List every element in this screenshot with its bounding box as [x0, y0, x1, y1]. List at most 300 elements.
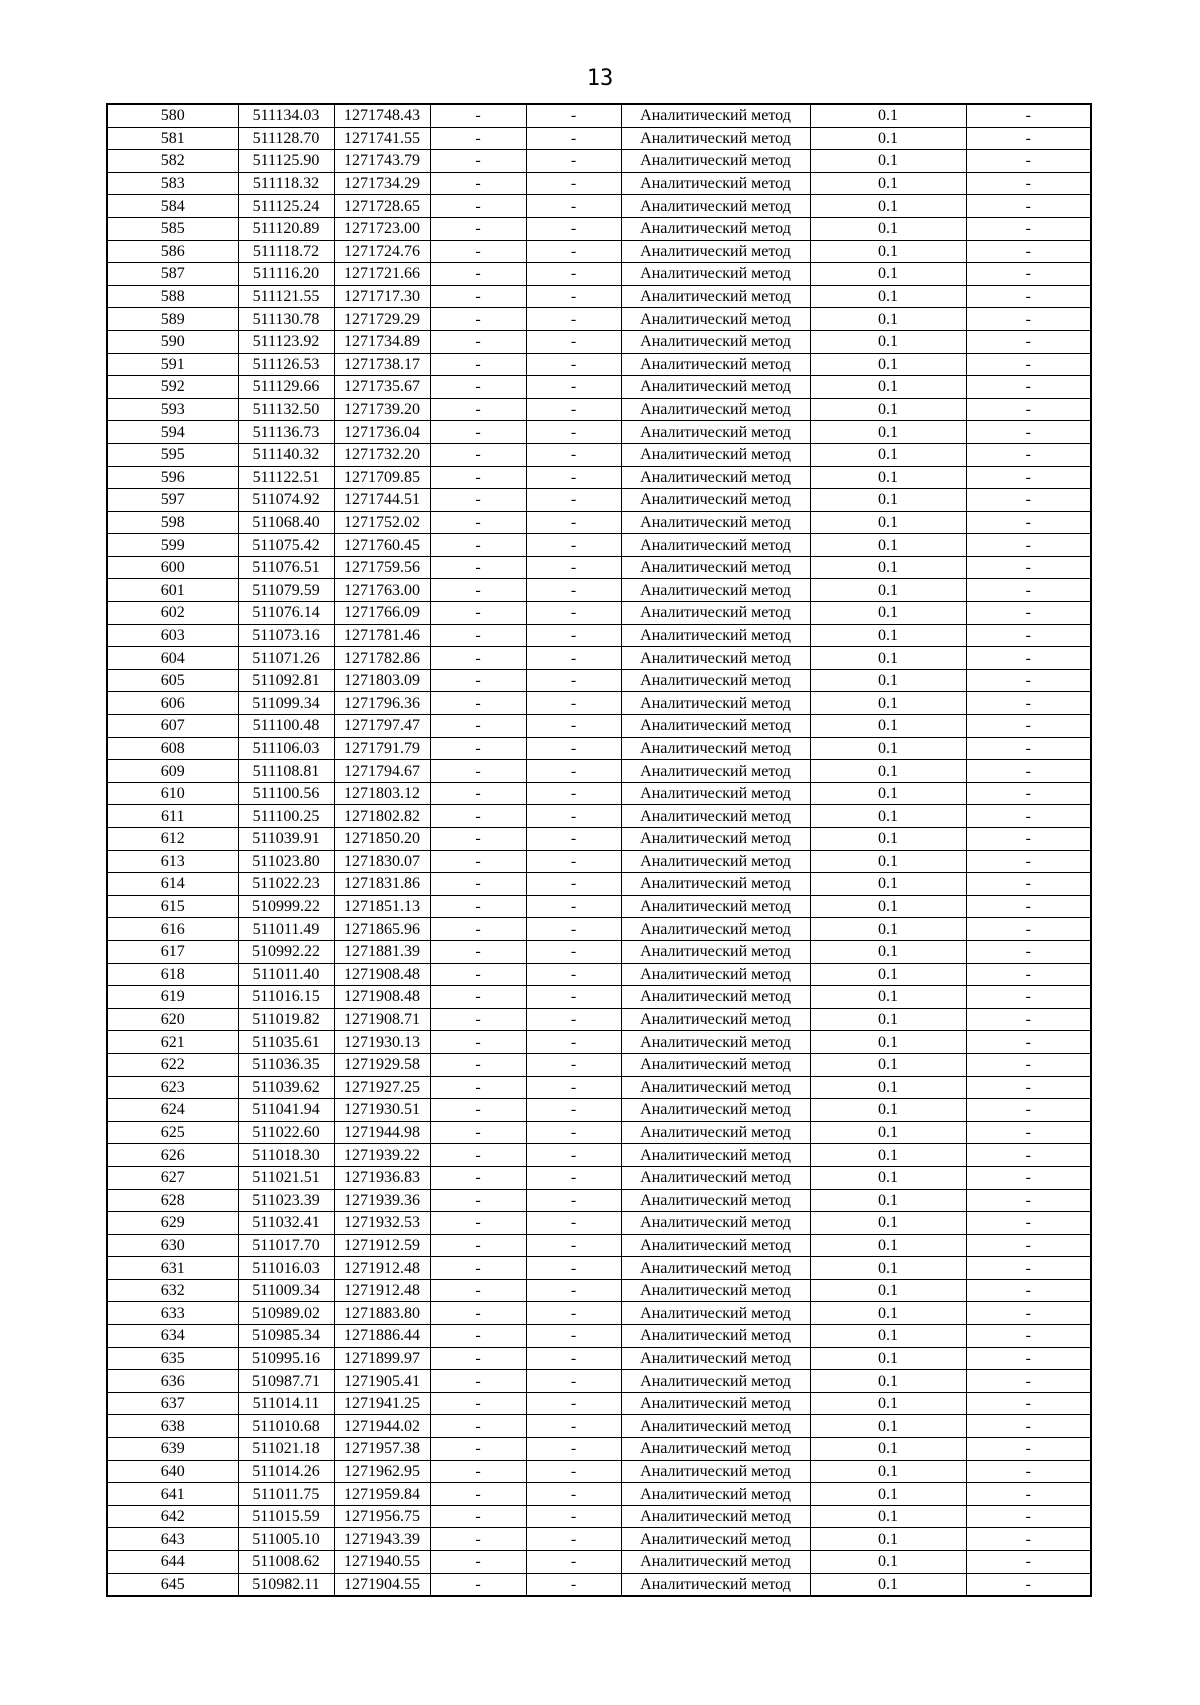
dash-cell-3: -	[966, 1505, 1091, 1528]
method-cell: Аналитический метод	[621, 1053, 810, 1076]
y-coordinate-cell: 1271724.76	[334, 240, 430, 263]
y-coordinate-cell: 1271760.45	[334, 534, 430, 557]
dash-cell-1: -	[430, 895, 526, 918]
dash-cell-3: -	[966, 1573, 1091, 1596]
method-cell: Аналитический метод	[621, 1528, 810, 1551]
point-number-cell: 602	[107, 602, 238, 625]
method-cell: Аналитический метод	[621, 240, 810, 263]
dash-cell-3: -	[966, 308, 1091, 331]
point-number-cell: 591	[107, 353, 238, 376]
dash-cell-1: -	[430, 1144, 526, 1167]
dash-cell-2: -	[526, 263, 621, 286]
precision-cell: 0.1	[810, 150, 966, 173]
dash-cell-3: -	[966, 828, 1091, 851]
table-row	[107, 895, 1091, 918]
table-row	[107, 376, 1091, 399]
table-row	[107, 1076, 1091, 1099]
point-number-cell: 639	[107, 1438, 238, 1461]
dash-cell-3: -	[966, 353, 1091, 376]
table-row	[107, 398, 1091, 421]
x-coordinate-cell: 511039.91	[238, 828, 334, 851]
y-coordinate-cell: 1271850.20	[334, 828, 430, 851]
dash-cell-2: -	[526, 556, 621, 579]
x-coordinate-cell: 511129.66	[238, 376, 334, 399]
dash-cell-2: -	[526, 1505, 621, 1528]
dash-cell-3: -	[966, 1257, 1091, 1280]
x-coordinate-cell: 511125.90	[238, 150, 334, 173]
dash-cell-2: -	[526, 1551, 621, 1574]
dash-cell-2: -	[526, 172, 621, 195]
y-coordinate-cell: 1271881.39	[334, 940, 430, 963]
x-coordinate-cell: 511075.42	[238, 534, 334, 557]
point-number-cell: 640	[107, 1460, 238, 1483]
dash-cell-1: -	[430, 647, 526, 670]
x-coordinate-cell: 511009.34	[238, 1279, 334, 1302]
dash-cell-1: -	[430, 172, 526, 195]
table-row	[107, 1234, 1091, 1257]
method-cell: Аналитический метод	[621, 1325, 810, 1348]
dash-cell-2: -	[526, 1370, 621, 1393]
dash-cell-2: -	[526, 1438, 621, 1461]
precision-cell: 0.1	[810, 873, 966, 896]
method-cell: Аналитический метод	[621, 850, 810, 873]
point-number-cell: 641	[107, 1483, 238, 1506]
point-number-cell: 634	[107, 1325, 238, 1348]
x-coordinate-cell: 511123.92	[238, 330, 334, 353]
x-coordinate-cell: 511126.53	[238, 353, 334, 376]
table-row	[107, 240, 1091, 263]
method-cell: Аналитический метод	[621, 1460, 810, 1483]
dash-cell-3: -	[966, 421, 1091, 444]
table-row	[107, 263, 1091, 286]
dash-cell-1: -	[430, 376, 526, 399]
method-cell: Аналитический метод	[621, 873, 810, 896]
point-number-cell: 627	[107, 1166, 238, 1189]
dash-cell-3: -	[966, 1370, 1091, 1393]
dash-cell-3: -	[966, 1121, 1091, 1144]
precision-cell: 0.1	[810, 1483, 966, 1506]
precision-cell: 0.1	[810, 466, 966, 489]
dash-cell-1: -	[430, 828, 526, 851]
dash-cell-1: -	[430, 1189, 526, 1212]
y-coordinate-cell: 1271904.55	[334, 1573, 430, 1596]
dash-cell-3: -	[966, 579, 1091, 602]
y-coordinate-cell: 1271886.44	[334, 1325, 430, 1348]
point-number-cell: 601	[107, 579, 238, 602]
y-coordinate-cell: 1271936.83	[334, 1166, 430, 1189]
y-coordinate-cell: 1271940.55	[334, 1551, 430, 1574]
y-coordinate-cell: 1271912.48	[334, 1257, 430, 1280]
method-cell: Аналитический метод	[621, 692, 810, 715]
point-number-cell: 617	[107, 940, 238, 963]
point-number-cell: 593	[107, 398, 238, 421]
precision-cell: 0.1	[810, 1551, 966, 1574]
point-number-cell: 588	[107, 285, 238, 308]
x-coordinate-cell: 511118.72	[238, 240, 334, 263]
dash-cell-2: -	[526, 963, 621, 986]
y-coordinate-cell: 1271908.71	[334, 1008, 430, 1031]
point-number-cell: 624	[107, 1099, 238, 1122]
method-cell: Аналитический метод	[621, 624, 810, 647]
table-row	[107, 1121, 1091, 1144]
x-coordinate-cell: 511035.61	[238, 1031, 334, 1054]
dash-cell-2: -	[526, 1460, 621, 1483]
dash-cell-1: -	[430, 1415, 526, 1438]
x-coordinate-cell: 511017.70	[238, 1234, 334, 1257]
table-row	[107, 466, 1091, 489]
precision-cell: 0.1	[810, 421, 966, 444]
y-coordinate-cell: 1271939.36	[334, 1189, 430, 1212]
dash-cell-2: -	[526, 1347, 621, 1370]
point-number-cell: 612	[107, 828, 238, 851]
precision-cell: 0.1	[810, 1189, 966, 1212]
point-number-cell: 594	[107, 421, 238, 444]
dash-cell-3: -	[966, 1212, 1091, 1235]
precision-cell: 0.1	[810, 1438, 966, 1461]
dash-cell-1: -	[430, 421, 526, 444]
precision-cell: 0.1	[810, 1302, 966, 1325]
method-cell: Аналитический метод	[621, 579, 810, 602]
x-coordinate-cell: 511130.78	[238, 308, 334, 331]
dash-cell-1: -	[430, 308, 526, 331]
y-coordinate-cell: 1271831.86	[334, 873, 430, 896]
dash-cell-2: -	[526, 1573, 621, 1596]
dash-cell-1: -	[430, 150, 526, 173]
dash-cell-3: -	[966, 1279, 1091, 1302]
method-cell: Аналитический метод	[621, 1121, 810, 1144]
method-cell: Аналитический метод	[621, 647, 810, 670]
precision-cell: 0.1	[810, 1234, 966, 1257]
dash-cell-1: -	[430, 963, 526, 986]
dash-cell-3: -	[966, 873, 1091, 896]
x-coordinate-cell: 511014.26	[238, 1460, 334, 1483]
dash-cell-3: -	[966, 1099, 1091, 1122]
method-cell: Аналитический метод	[621, 1302, 810, 1325]
table-row	[107, 986, 1091, 1009]
dash-cell-3: -	[966, 172, 1091, 195]
method-cell: Аналитический метод	[621, 398, 810, 421]
table-row	[107, 579, 1091, 602]
x-coordinate-cell: 511015.59	[238, 1505, 334, 1528]
dash-cell-1: -	[430, 1325, 526, 1348]
y-coordinate-cell: 1271905.41	[334, 1370, 430, 1393]
x-coordinate-cell: 511076.14	[238, 602, 334, 625]
point-number-cell: 645	[107, 1573, 238, 1596]
table-row	[107, 918, 1091, 941]
method-cell: Аналитический метод	[621, 172, 810, 195]
dash-cell-3: -	[966, 1438, 1091, 1461]
y-coordinate-cell: 1271930.51	[334, 1099, 430, 1122]
x-coordinate-cell: 510985.34	[238, 1325, 334, 1348]
method-cell: Аналитический метод	[621, 285, 810, 308]
x-coordinate-cell: 511005.10	[238, 1528, 334, 1551]
point-number-cell: 600	[107, 556, 238, 579]
point-number-cell: 643	[107, 1528, 238, 1551]
dash-cell-1: -	[430, 669, 526, 692]
y-coordinate-cell: 1271802.82	[334, 805, 430, 828]
dash-cell-3: -	[966, 1144, 1091, 1167]
y-coordinate-cell: 1271734.29	[334, 172, 430, 195]
dash-cell-2: -	[526, 940, 621, 963]
table-row	[107, 805, 1091, 828]
point-number-cell: 603	[107, 624, 238, 647]
method-cell: Аналитический метод	[621, 556, 810, 579]
dash-cell-1: -	[430, 1257, 526, 1280]
x-coordinate-cell: 511016.03	[238, 1257, 334, 1280]
y-coordinate-cell: 1271943.39	[334, 1528, 430, 1551]
dash-cell-3: -	[966, 1392, 1091, 1415]
table-row	[107, 1460, 1091, 1483]
method-cell: Аналитический метод	[621, 1415, 810, 1438]
method-cell: Аналитический метод	[621, 127, 810, 150]
point-number-cell: 636	[107, 1370, 238, 1393]
table-row	[107, 624, 1091, 647]
point-number-cell: 625	[107, 1121, 238, 1144]
dash-cell-3: -	[966, 715, 1091, 738]
dash-cell-3: -	[966, 940, 1091, 963]
precision-cell: 0.1	[810, 602, 966, 625]
dash-cell-3: -	[966, 376, 1091, 399]
point-number-cell: 615	[107, 895, 238, 918]
y-coordinate-cell: 1271781.46	[334, 624, 430, 647]
table-row	[107, 150, 1091, 173]
point-number-cell: 590	[107, 330, 238, 353]
x-coordinate-cell: 510987.71	[238, 1370, 334, 1393]
table-row	[107, 1053, 1091, 1076]
dash-cell-2: -	[526, 1189, 621, 1212]
dash-cell-3: -	[966, 1551, 1091, 1574]
x-coordinate-cell: 511071.26	[238, 647, 334, 670]
x-coordinate-cell: 511011.40	[238, 963, 334, 986]
table-row	[107, 172, 1091, 195]
dash-cell-3: -	[966, 443, 1091, 466]
method-cell: Аналитический метод	[621, 602, 810, 625]
point-number-cell: 606	[107, 692, 238, 715]
dash-cell-1: -	[430, 1302, 526, 1325]
dash-cell-3: -	[966, 1053, 1091, 1076]
dash-cell-1: -	[430, 1573, 526, 1596]
method-cell: Аналитический метод	[621, 1347, 810, 1370]
x-coordinate-cell: 511106.03	[238, 737, 334, 760]
precision-cell: 0.1	[810, 963, 966, 986]
dash-cell-1: -	[430, 1483, 526, 1506]
x-coordinate-cell: 510989.02	[238, 1302, 334, 1325]
point-number-cell: 635	[107, 1347, 238, 1370]
y-coordinate-cell: 1271899.97	[334, 1347, 430, 1370]
method-cell: Аналитический метод	[621, 1257, 810, 1280]
dash-cell-3: -	[966, 398, 1091, 421]
dash-cell-3: -	[966, 534, 1091, 557]
x-coordinate-cell: 511019.82	[238, 1008, 334, 1031]
method-cell: Аналитический метод	[621, 1144, 810, 1167]
dash-cell-1: -	[430, 692, 526, 715]
dash-cell-3: -	[966, 1460, 1091, 1483]
precision-cell: 0.1	[810, 986, 966, 1009]
method-cell: Аналитический метод	[621, 1279, 810, 1302]
x-coordinate-cell: 511099.34	[238, 692, 334, 715]
method-cell: Аналитический метод	[621, 760, 810, 783]
precision-cell: 0.1	[810, 1031, 966, 1054]
point-number-cell: 638	[107, 1415, 238, 1438]
precision-cell: 0.1	[810, 895, 966, 918]
method-cell: Аналитический метод	[621, 918, 810, 941]
method-cell: Аналитический метод	[621, 1234, 810, 1257]
x-coordinate-cell: 511100.56	[238, 782, 334, 805]
y-coordinate-cell: 1271932.53	[334, 1212, 430, 1235]
x-coordinate-cell: 511032.41	[238, 1212, 334, 1235]
dash-cell-3: -	[966, 217, 1091, 240]
point-number-cell: 609	[107, 760, 238, 783]
coordinates-table	[106, 103, 1092, 1597]
dash-cell-1: -	[430, 1438, 526, 1461]
dash-cell-1: -	[430, 353, 526, 376]
dash-cell-1: -	[430, 940, 526, 963]
y-coordinate-cell: 1271912.48	[334, 1279, 430, 1302]
table-row	[107, 285, 1091, 308]
x-coordinate-cell: 511011.49	[238, 918, 334, 941]
point-number-cell: 642	[107, 1505, 238, 1528]
dash-cell-2: -	[526, 715, 621, 738]
y-coordinate-cell: 1271735.67	[334, 376, 430, 399]
page-number: 13	[586, 66, 614, 91]
point-number-cell: 637	[107, 1392, 238, 1415]
method-cell: Аналитический метод	[621, 1551, 810, 1574]
x-coordinate-cell: 511079.59	[238, 579, 334, 602]
x-coordinate-cell: 511018.30	[238, 1144, 334, 1167]
precision-cell: 0.1	[810, 918, 966, 941]
dash-cell-3: -	[966, 737, 1091, 760]
dash-cell-3: -	[966, 1325, 1091, 1348]
table-row	[107, 1008, 1091, 1031]
y-coordinate-cell: 1271734.89	[334, 330, 430, 353]
method-cell: Аналитический метод	[621, 1212, 810, 1235]
dash-cell-3: -	[966, 489, 1091, 512]
y-coordinate-cell: 1271743.79	[334, 150, 430, 173]
method-cell: Аналитический метод	[621, 150, 810, 173]
precision-cell: 0.1	[810, 104, 966, 127]
y-coordinate-cell: 1271738.17	[334, 353, 430, 376]
y-coordinate-cell: 1271766.09	[334, 602, 430, 625]
table-row	[107, 828, 1091, 851]
point-number-cell: 581	[107, 127, 238, 150]
precision-cell: 0.1	[810, 217, 966, 240]
precision-cell: 0.1	[810, 828, 966, 851]
dash-cell-1: -	[430, 556, 526, 579]
y-coordinate-cell: 1271782.86	[334, 647, 430, 670]
precision-cell: 0.1	[810, 240, 966, 263]
table-row	[107, 782, 1091, 805]
dash-cell-1: -	[430, 760, 526, 783]
dash-cell-2: -	[526, 1121, 621, 1144]
precision-cell: 0.1	[810, 850, 966, 873]
point-number-cell: 632	[107, 1279, 238, 1302]
x-coordinate-cell: 511118.32	[238, 172, 334, 195]
dash-cell-2: -	[526, 1099, 621, 1122]
point-number-cell: 644	[107, 1551, 238, 1574]
dash-cell-1: -	[430, 443, 526, 466]
point-number-cell: 622	[107, 1053, 238, 1076]
dash-cell-1: -	[430, 1279, 526, 1302]
table-row	[107, 602, 1091, 625]
method-cell: Аналитический метод	[621, 443, 810, 466]
precision-cell: 0.1	[810, 195, 966, 218]
point-number-cell: 629	[107, 1212, 238, 1235]
method-cell: Аналитический метод	[621, 1370, 810, 1393]
table-row	[107, 1212, 1091, 1235]
dash-cell-2: -	[526, 127, 621, 150]
y-coordinate-cell: 1271959.84	[334, 1483, 430, 1506]
precision-cell: 0.1	[810, 1325, 966, 1348]
x-coordinate-cell: 511100.48	[238, 715, 334, 738]
y-coordinate-cell: 1271796.36	[334, 692, 430, 715]
dash-cell-1: -	[430, 579, 526, 602]
x-coordinate-cell: 511039.62	[238, 1076, 334, 1099]
table-row	[107, 1438, 1091, 1461]
y-coordinate-cell: 1271927.25	[334, 1076, 430, 1099]
dash-cell-1: -	[430, 1234, 526, 1257]
point-number-cell: 621	[107, 1031, 238, 1054]
x-coordinate-cell: 511016.15	[238, 986, 334, 1009]
y-coordinate-cell: 1271912.59	[334, 1234, 430, 1257]
table-row	[107, 330, 1091, 353]
method-cell: Аналитический метод	[621, 1573, 810, 1596]
dash-cell-3: -	[966, 1008, 1091, 1031]
dash-cell-1: -	[430, 1505, 526, 1528]
method-cell: Аналитический метод	[621, 511, 810, 534]
precision-cell: 0.1	[810, 760, 966, 783]
precision-cell: 0.1	[810, 1144, 966, 1167]
precision-cell: 0.1	[810, 263, 966, 286]
dash-cell-2: -	[526, 669, 621, 692]
table-row	[107, 1099, 1091, 1122]
method-cell: Аналитический метод	[621, 715, 810, 738]
y-coordinate-cell: 1271739.20	[334, 398, 430, 421]
dash-cell-3: -	[966, 669, 1091, 692]
point-number-cell: 623	[107, 1076, 238, 1099]
dash-cell-3: -	[966, 195, 1091, 218]
x-coordinate-cell: 511116.20	[238, 263, 334, 286]
dash-cell-1: -	[430, 1053, 526, 1076]
x-coordinate-cell: 511074.92	[238, 489, 334, 512]
table-row	[107, 1505, 1091, 1528]
dash-cell-1: -	[430, 1166, 526, 1189]
precision-cell: 0.1	[810, 1053, 966, 1076]
table-row	[107, 1415, 1091, 1438]
dash-cell-3: -	[966, 127, 1091, 150]
precision-cell: 0.1	[810, 534, 966, 557]
point-number-cell: 607	[107, 715, 238, 738]
dash-cell-2: -	[526, 330, 621, 353]
method-cell: Аналитический метод	[621, 534, 810, 557]
dash-cell-3: -	[966, 624, 1091, 647]
table-row	[107, 217, 1091, 240]
x-coordinate-cell: 511022.60	[238, 1121, 334, 1144]
table-row	[107, 511, 1091, 534]
dash-cell-1: -	[430, 534, 526, 557]
x-coordinate-cell: 511125.24	[238, 195, 334, 218]
method-cell: Аналитический метод	[621, 940, 810, 963]
dash-cell-2: -	[526, 873, 621, 896]
table-row	[107, 963, 1091, 986]
table-row	[107, 556, 1091, 579]
table-row	[107, 737, 1091, 760]
dash-cell-1: -	[430, 737, 526, 760]
precision-cell: 0.1	[810, 1099, 966, 1122]
y-coordinate-cell: 1271759.56	[334, 556, 430, 579]
table-body	[107, 104, 1091, 1596]
dash-cell-1: -	[430, 330, 526, 353]
precision-cell: 0.1	[810, 443, 966, 466]
